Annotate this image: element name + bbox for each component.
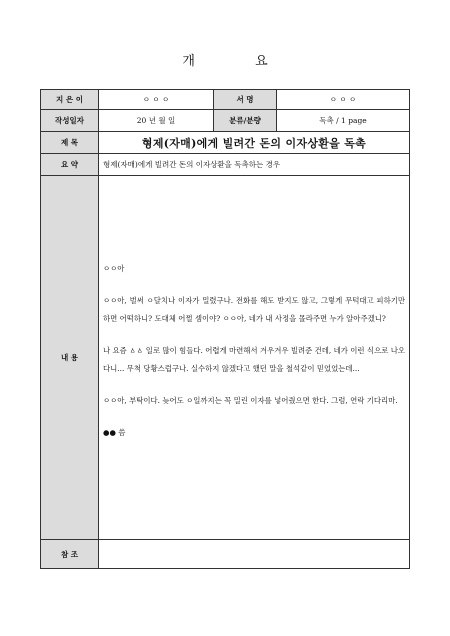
reference-row: [41, 540, 410, 569]
subject-value: 형제(자매)에게 빌려간 돈의 이자상환을 독촉: [99, 132, 410, 154]
name-label: 서 명: [214, 90, 277, 110]
date-value: 20 년 월 일: [99, 110, 214, 132]
reference-value: [99, 540, 410, 569]
letter-paragraph-2: 나 요즘 ㅿㅿ 일로 많이 힘들다. 어렵게 마련해서 겨우겨우 빌려준 건데, 네가 이런 식으로 나오다니... 무척 당황스럽구나. 실수하지 않겠다고 했던 말을 철석같이 믿었었는데...: [103, 345, 405, 373]
summary-label: 요 약: [41, 154, 99, 176]
content-body: [99, 176, 410, 540]
date-label: 작성일자: [41, 110, 99, 132]
author-row: [41, 90, 410, 110]
category-value: 독촉 / 1 page: [277, 110, 410, 132]
author-label: 지 은 이: [41, 90, 99, 110]
date-row: [41, 110, 410, 132]
subject-row: [41, 132, 410, 154]
document-title: 개 요: [182, 54, 296, 69]
content-label: 내 용: [41, 176, 99, 540]
summary-row: [41, 154, 410, 176]
letter-paragraph-1: ㅇㅇ아, 벌써 ㅇ달치나 이자가 밀렸구나. 전화를 해도 받지도 않고, 그렇게 무턱대고 피하기만 하면 어떡하니? 도대체 어쩔 셈이야? ㅇㅇ아, 네가 내 사정을 몰라주면 누가 알아주겠니?: [103, 295, 405, 323]
reference-label: 참 조: [41, 540, 99, 569]
overview-form-table: [40, 89, 410, 569]
signature-paragraph: ●● 씀: [103, 427, 126, 437]
greeting-paragraph: ㅇㅇ아: [103, 263, 125, 273]
name-value: ㅇ ㅇ ㅇ: [277, 90, 410, 110]
letter-paragraph-3: ㅇㅇ아, 부탁이다. 늦어도 ㅇ일까지는 꼭 밀린 이자를 넣어줬으면 한다. 그럼, 연락 기다리마.: [103, 395, 398, 405]
content-row: [41, 176, 410, 540]
subject-label: 제 목: [41, 132, 99, 154]
summary-value: 형제(자매)에게 빌려간 돈의 이자상환을 독촉하는 경우: [99, 154, 410, 176]
author-value: ㅇ ㅇ ㅇ: [99, 90, 214, 110]
category-label: 분류/분량: [214, 110, 277, 132]
